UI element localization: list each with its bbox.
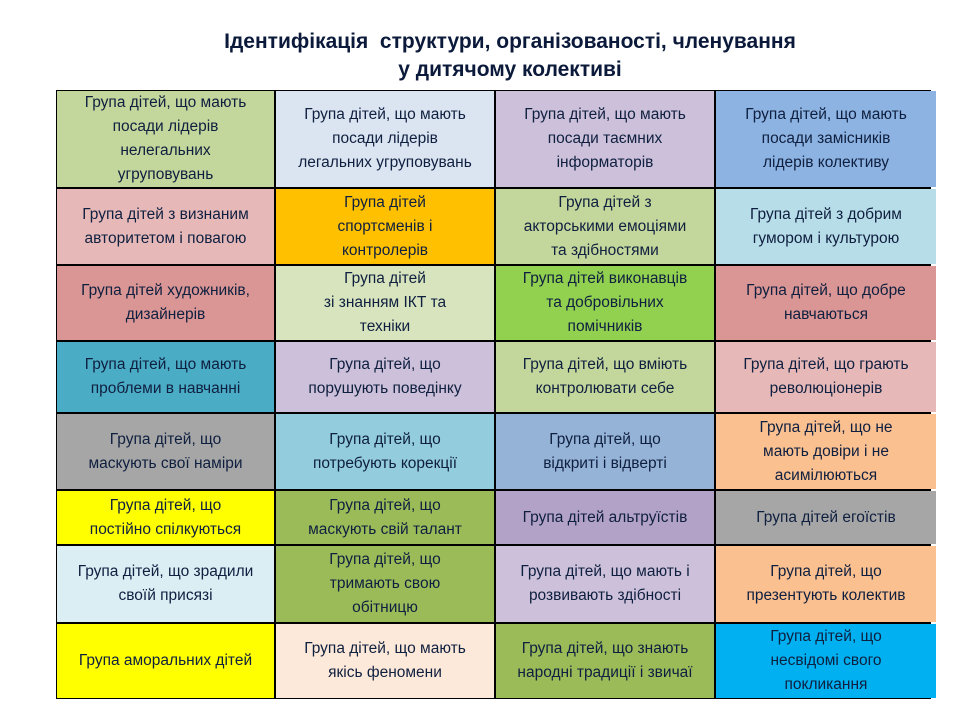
table-cell: Група дітей зі знанням ІКТ та техніки — [276, 266, 494, 340]
table-cell: Група дітей, що мають посади лідерів нелегальних угруповувань — [57, 91, 274, 187]
table-cell: Група дітей, що маскують свій талант — [276, 491, 494, 544]
table-footer-cell — [716, 700, 936, 714]
title-line-2: у дитячому колективі — [398, 58, 622, 81]
table-footer-cell — [496, 700, 714, 714]
table-cell: Група дітей, що мають проблеми в навчанні — [57, 342, 274, 412]
table-cell: Група дітей з добрим гумором і культурою — [716, 189, 936, 264]
table-cell: Група аморальних дітей — [57, 624, 274, 698]
groups-table — [56, 90, 931, 699]
table-cell: Група дітей, що маскують свої наміри — [57, 414, 274, 489]
table-cell: Група дітей егоїстів — [716, 491, 936, 544]
table-cell: Група дітей альтруїстів — [496, 491, 714, 544]
title-line-1: Ідентифікація структури, організованості, членування — [224, 30, 796, 53]
table-cell: Група дітей художників, дизайнерів — [57, 266, 274, 340]
table-cell: Група дітей, що постійно спілкуються — [57, 491, 274, 544]
table-cell: Група дітей спортсменів і контролерів — [276, 189, 494, 264]
table-cell: Група дітей, що мають і розвивають здібності — [496, 546, 714, 622]
table-cell: Група дітей, що мають посади лідерів легальних угруповувань — [276, 91, 494, 187]
table-cell: Група дітей, що тримають свою обітницю — [276, 546, 494, 622]
table-cell: Група дітей, що мають посади замісників лідерів колективу — [716, 91, 936, 187]
table-cell: Група дітей, що зрадили своїй присязі — [57, 546, 274, 622]
table-cell: Група дітей, що презентують колектив — [716, 546, 936, 622]
table-cell: Група дітей з визнаним авторитетом і повагою — [57, 189, 274, 264]
table-cell: Група дітей, що відкриті і відверті — [496, 414, 714, 489]
table-cell: Група дітей, що мають якісь феномени — [276, 624, 494, 698]
table-cell: Група дітей з акторськими емоціями та здібностями — [496, 189, 714, 264]
table-cell: Група дітей, що мають посади таємних інформаторів — [496, 91, 714, 187]
table-cell: Група дітей, що знають народні традиції і звичаї — [496, 624, 714, 698]
table-cell: Група дітей, що добре навчаються — [716, 266, 936, 340]
table-cell: Група дітей, що не мають довіри і не асимілюються — [716, 414, 936, 489]
table-cell: Група дітей, що порушують поведінку — [276, 342, 494, 412]
table-cell: Група дітей виконавців та добровільних помічників — [496, 266, 714, 340]
table-cell: Група дітей, що грають революціонерів — [716, 342, 936, 412]
table-cell: Група дітей, що потребують корекції — [276, 414, 494, 489]
table-cell: Група дітей, що вміють контролювати себе — [496, 342, 714, 412]
table-footer-cell — [276, 700, 494, 714]
table-footer-cell — [57, 700, 274, 714]
table-cell: Група дітей, що несвідомі свого покликання — [716, 624, 936, 698]
page-title — [0, 28, 960, 84]
